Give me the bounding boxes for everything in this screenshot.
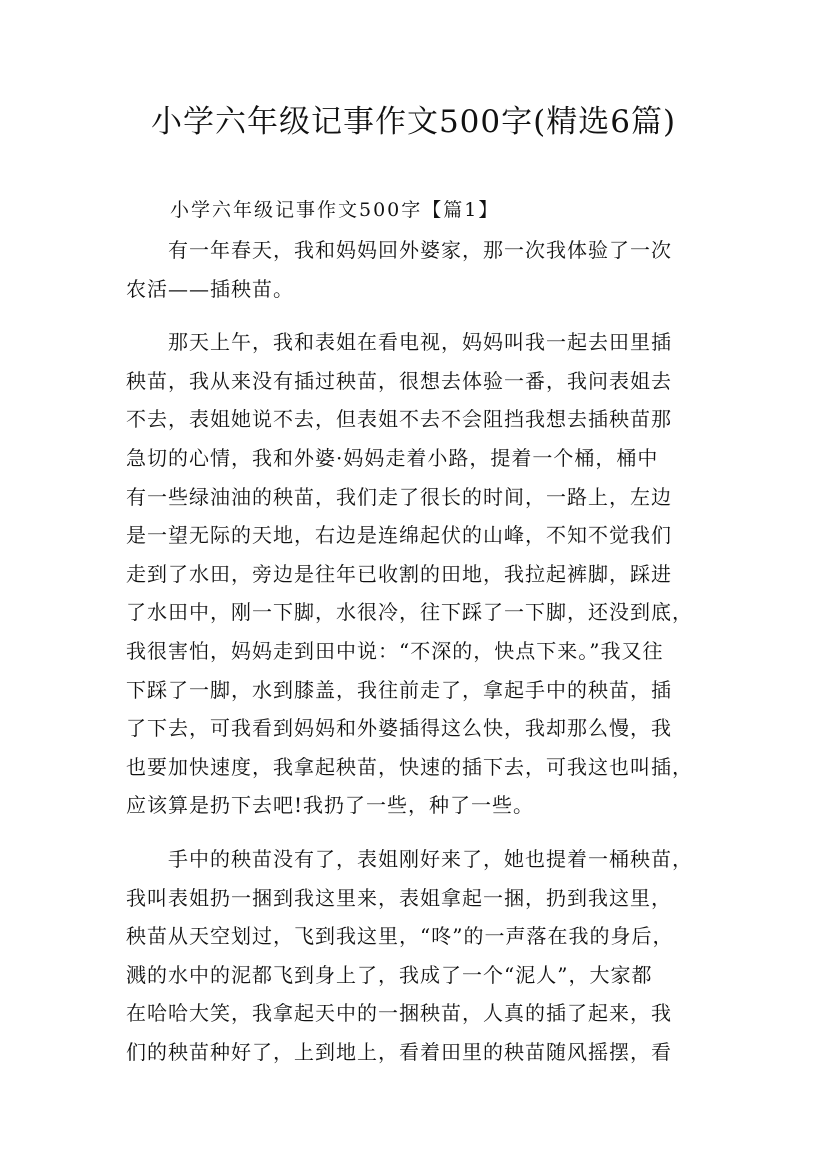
- body-line: 们的秧苗种好了，上到地上，看着田里的秧苗随风摇摆，看: [126, 1039, 672, 1064]
- body-line: 了下去，可我看到妈妈和外婆插得这么快，我却那么慢，我: [126, 716, 672, 741]
- body-line: 应该算是扔下去吧!我扔了一些，种了一些。: [126, 793, 535, 818]
- section-heading: 小学六年级记事作文500字【篇1】: [170, 199, 500, 221]
- body-line: 有一些绿油油的秧苗，我们走了很长的时间，一路上，左边: [126, 484, 672, 509]
- body-line: 下踩了一脚，水到膝盖，我往前走了，拿起手中的秧苗，插: [126, 677, 672, 702]
- body-line: 溅的水中的泥都飞到身上了，我成了一个“泥人”，大家都: [126, 962, 653, 987]
- body-line: 手中的秧苗没有了，表姐刚好来了，她也提着一桶秧苗，: [168, 846, 693, 871]
- body-line: 了水田中，刚一下脚，水很冷，往下踩了一下脚，还没到底，: [126, 600, 693, 625]
- body-line: 急切的心情，我和外婆·妈妈走着小路，提着一个桶，桶中: [126, 445, 659, 470]
- body-line: 秧苗从天空划过，飞到我这里，“咚”的一声落在我的身后，: [126, 924, 674, 949]
- body-line: 是一望无际的天地，右边是连绵起伏的山峰，不知不觉我们: [126, 523, 672, 548]
- document-title: 小学六年级记事作文500字(精选6篇): [150, 104, 677, 140]
- body-line: 农活——插秧苗。: [126, 276, 294, 301]
- body-line: 不去，表姐她说不去，但表姐不去不会阻挡我想去插秧苗那: [126, 407, 672, 432]
- body-line: 在哈哈大笑，我拿起天中的一捆秧苗，人真的插了起来，我: [126, 1001, 672, 1026]
- body-line: 走到了水田，旁边是往年已收割的田地，我拉起裤脚，踩进: [126, 561, 672, 586]
- body-text: [126, 231, 701, 1071]
- body-line: 秧苗，我从来没有插过秧苗，很想去体验一番，我问表姐去: [126, 368, 672, 393]
- body-line: 也要加快速度，我拿起秧苗，快速的插下去，可我这也叫插，: [126, 754, 693, 779]
- body-line: 有一年春天，我和妈妈回外婆家，那一次我体验了一次: [168, 238, 672, 262]
- body-line: 那天上午，我和表姐在看电视，妈妈叫我一起去田里插: [168, 330, 672, 355]
- body-line: 我很害怕，妈妈走到田中说：“不深的，快点下来。”我又往: [126, 638, 664, 663]
- body-line: 我叫表姐扔一捆到我这里来，表姐拿起一捆，扔到我这里，: [126, 885, 672, 910]
